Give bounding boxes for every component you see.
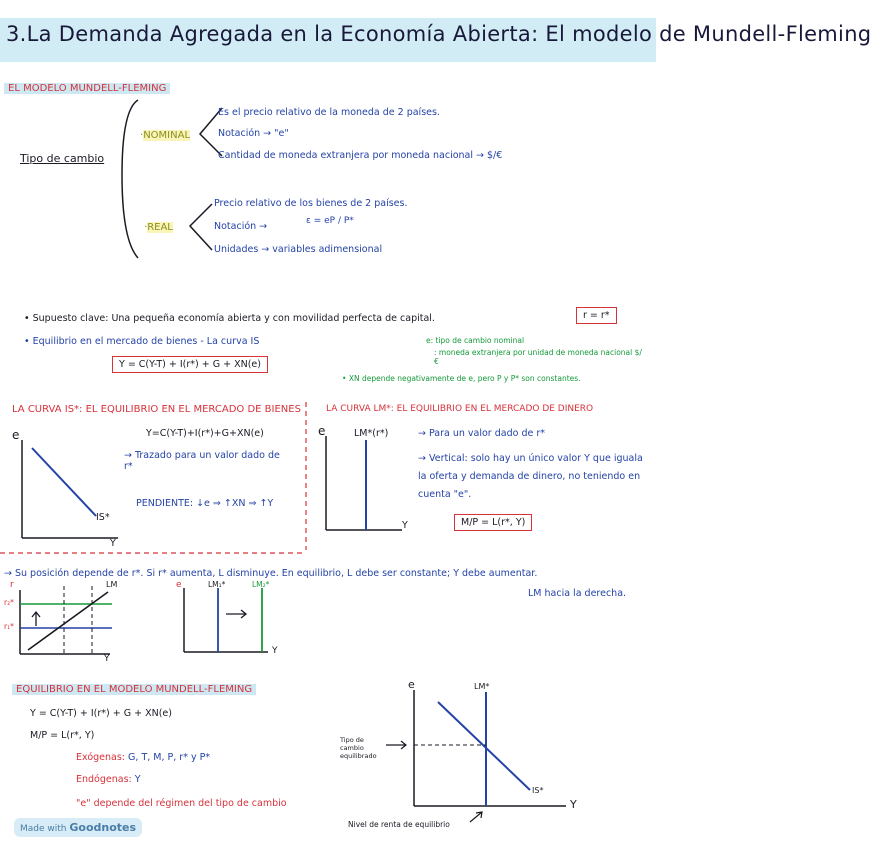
bracket-main: [122, 100, 138, 258]
shift-g1-r: r: [10, 580, 14, 590]
is-trazado: → Trazado para un valor dado de r*: [124, 450, 280, 472]
shift-text-2: LM hacia la derecha.: [528, 588, 627, 599]
shift-graph-1: [20, 586, 112, 654]
is-equation-box: Y = C(Y-T) + I(r*) + G + XN(e): [112, 356, 268, 373]
eq-is: Y = C(Y-T) + I(r*) + G + XN(e): [30, 708, 172, 719]
lm-vertical: → Vertical: solo hay un único valor Y que iguala la oferta y demanda de dinero, no teniendo en cuenta "e".: [418, 453, 643, 500]
shift-g2-lm2: LM₂*: [252, 580, 270, 589]
lm-equation-box: M/P = L(r*, Y): [454, 514, 532, 531]
shift-g2-y: Y: [272, 646, 278, 656]
is-curve-label: IS*: [96, 512, 110, 523]
exogenas: Exógenas: G, T, M, P, r* y P*: [76, 752, 211, 763]
is-equation: Y=C(Y-T)+I(r*)+G+XN(e): [146, 428, 264, 439]
endogenas: Endógenas: Y: [76, 774, 141, 785]
real-item-3: Unidades → variables adimensional: [214, 244, 383, 255]
note-xn: • XN depende negativamente de e, pero P y P* son constantes.: [342, 374, 581, 383]
shift-g2-lm1: LM₁*: [208, 580, 226, 589]
real-item-1: Precio relativo de los bienes de 2 países.: [214, 198, 408, 209]
is-pendiente: PENDIENTE: ↓e ⇒ ↑XN ⇒ ↑Y: [136, 498, 274, 509]
lm-axis-e: e: [318, 424, 326, 438]
e-regimen-note: "e" depende del régimen del tipo de cambio: [76, 798, 287, 809]
nominal-item-2: Notación → "e": [218, 128, 289, 139]
eq-is-label: IS*: [532, 786, 544, 795]
shift-g1-r1: r₁*: [4, 622, 14, 631]
shift-g1-r2: r₂*: [4, 598, 14, 607]
eq-lm: M/P = L(r*, Y): [30, 730, 95, 741]
shift-graph-2: [184, 588, 268, 652]
lm-curve-label: LM*(r*): [354, 428, 389, 439]
is-heading: LA CURVA IS*: EL EQUILIBRIO EN EL MERCADO DE BIENES: [12, 404, 301, 415]
is-axis-e: e: [12, 428, 20, 442]
nominal-label: ·NOMINAL: [140, 130, 191, 141]
note-e: e: tipo de cambio nominal: [426, 336, 525, 345]
bracket-real: [190, 204, 212, 250]
is-graph: [22, 440, 118, 538]
lm-graph: [326, 436, 402, 530]
equilibrium-graph: [386, 690, 566, 822]
nominal-item-1: Es el precio relativo de la moneda de 2 países.: [218, 107, 440, 118]
lm-para: → Para un valor dado de r*: [418, 428, 545, 439]
shift-text: → Su posición depende de r*. Si r* aumenta, L disminuye. En equilibrio, L debe ser constante; Y debe aumentar.: [4, 568, 538, 579]
shift-g1-y: Y: [104, 654, 110, 664]
real-label: ·REAL: [144, 222, 173, 233]
tipo-cambio-label: Tipo de cambio: [20, 152, 105, 165]
goodnotes-watermark: Made with Goodnotes: [14, 818, 142, 837]
is-curve: [32, 448, 96, 516]
supuesto-clave: • Supuesto clave: Una pequeña economía abierta y con movilidad perfecta de capital.: [24, 313, 435, 324]
is-axis-y: Y: [110, 538, 116, 549]
equilibrio-is-label: • Equilibrio en el mercado de bienes - La curva IS: [24, 336, 260, 347]
note-moneda: : moneda extranjera por unidad de moneda nacional $/€: [434, 348, 642, 366]
eq-axis-y: Y: [570, 798, 577, 811]
eq-axis-e: e: [408, 678, 415, 691]
page-title: 3.La Demanda Agregada en la Economía Abierta: El modelo de Mundell-Fleming: [6, 22, 871, 46]
section-heading-mundell: EL MODELO MUNDELL-FLEMING: [4, 83, 170, 94]
real-formula: ε = eP / P*: [306, 216, 354, 226]
real-item-2: Notación →: [214, 221, 268, 232]
eq-lm-label: LM*: [474, 682, 490, 691]
equilibrium-heading: EQUILIBRIO EN EL MODELO MUNDELL-FLEMING: [12, 684, 256, 695]
nominal-item-3: Cantidad de moneda extranjera por moneda nacional → $/€: [218, 150, 503, 161]
nivel-renta-eq: Nivel de renta de equilibrio: [348, 820, 450, 829]
r-equals-rstar: r = r*: [576, 307, 617, 324]
lm-axis-y: Y: [402, 520, 408, 531]
tipo-cambio-eq: Tipo de cambio equilibrado: [340, 736, 377, 760]
lm-heading: LA CURVA LM*: EL EQUILIBRIO EN EL MERCADO DE DINERO: [326, 404, 594, 414]
shift-g1-lm: LM: [106, 580, 118, 589]
shift-g2-e: e: [176, 580, 182, 590]
